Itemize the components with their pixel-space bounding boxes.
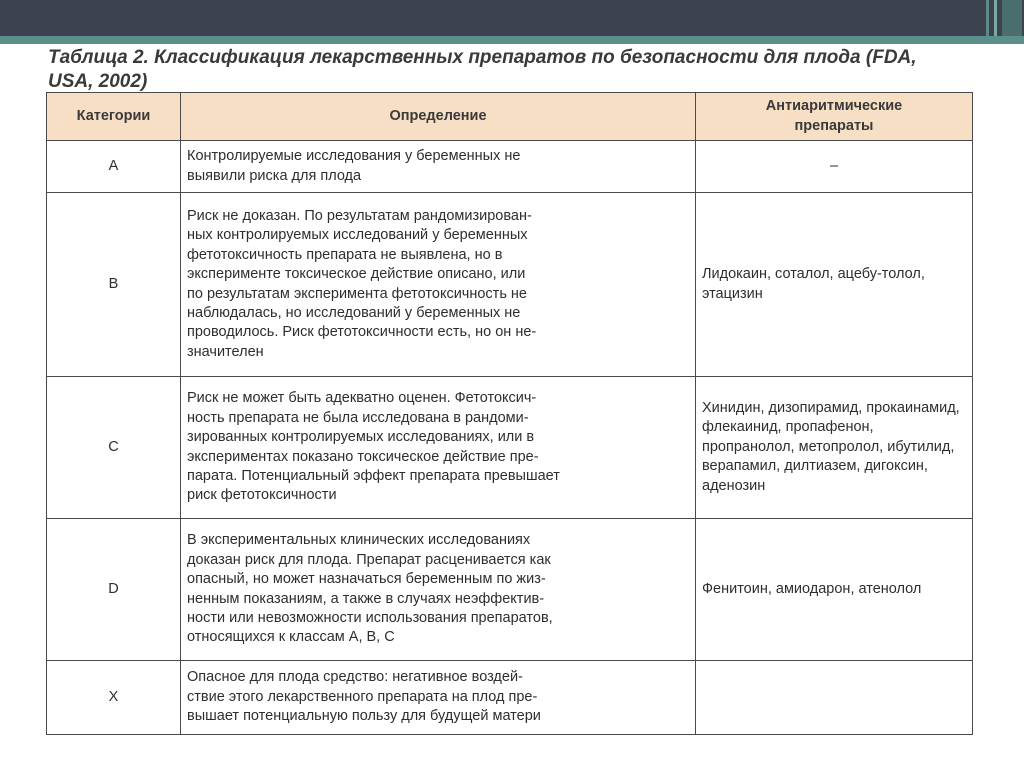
header-drugs: Антиаритмические препараты xyxy=(696,93,973,141)
definition-cell xyxy=(181,377,696,519)
header-row xyxy=(47,93,973,141)
table-row xyxy=(47,519,973,661)
definition-line: экспериментах показано токсическое действие пре- xyxy=(187,448,539,465)
definition-line: наблюдалась, но исследований у беременных не xyxy=(187,304,521,321)
definition-line: фетотоксичность препарата не выявлена, но в xyxy=(187,246,503,263)
table-row xyxy=(47,661,973,735)
definition-line: Опасное для плода средство: негативное воздей- xyxy=(187,669,523,686)
drugs-cell xyxy=(696,377,973,519)
drugs-cell xyxy=(696,661,973,735)
definition-line: эксперименте токсическое действие описано, или xyxy=(187,266,526,283)
header-definition: Определение xyxy=(181,93,696,141)
definition-line: ности или невозможности использования препаратов, xyxy=(187,609,553,626)
drugs-cell xyxy=(696,141,973,193)
definition-line: В экспериментальных клинических исследованиях xyxy=(187,532,531,549)
header-category: Категории xyxy=(47,93,181,141)
category-cell: B xyxy=(47,193,181,377)
definition-line: Контролируемые исследования у беременных не xyxy=(187,148,521,165)
definition-line: Риск не доказан. По результатам рандомизирован- xyxy=(187,207,532,224)
definition-line: ствие этого лекарственного препарата на плод пре- xyxy=(187,688,538,705)
category-cell: X xyxy=(47,661,181,735)
definition-cell xyxy=(181,519,696,661)
definition-line: парата. Потенциальный эффект препарата превышает xyxy=(187,467,560,484)
drugs-cell xyxy=(696,193,973,377)
table-row xyxy=(47,193,973,377)
definition-line: выявили риска для плода xyxy=(187,167,362,184)
definition-line: доказан риск для плода. Препарат расценивается как xyxy=(187,551,551,568)
definition-cell xyxy=(181,661,696,735)
definition-line: значителен xyxy=(187,343,264,360)
slide-content xyxy=(0,44,1024,767)
category-cell: D xyxy=(47,519,181,661)
definition-cell xyxy=(181,141,696,193)
table-body xyxy=(47,141,973,735)
definition-line: ненным показаниям, а также в случаях неэффектив- xyxy=(187,590,545,607)
definition-line: зированных контролируемых исследованиях, или в xyxy=(187,429,535,446)
definition-line: риск фетотоксичности xyxy=(187,487,337,504)
category-cell: C xyxy=(47,377,181,519)
definition-line: по результатам эксперимента фетотоксичность не xyxy=(187,285,527,302)
stripe xyxy=(1002,0,1022,36)
category-cell: A xyxy=(47,141,181,193)
definition-line: ность препарата не была исследована в рандоми- xyxy=(187,409,529,426)
definition-line: относящихся к классам A, B, C xyxy=(187,629,395,646)
drugs-text: Хинидин, дизопирамид, прокаинамид, флекаинид, пропафенон, пропранолол, метопролол, ибутилид, верапамил, дилтиазем, дигоксин, аденозин xyxy=(702,399,960,494)
title-bar xyxy=(0,0,1024,36)
drugs-text: – xyxy=(829,157,839,174)
table-row xyxy=(47,377,973,519)
drugs-text: Лидокаин, соталол, ацебу-толол, этацизин xyxy=(702,266,925,302)
definition-line: проводилось. Риск фетотоксичности есть, но он не- xyxy=(187,324,537,341)
definition-cell xyxy=(181,193,696,377)
definition-line: ных контролируемых исследований у беременных xyxy=(187,227,528,244)
drugs-cell xyxy=(696,519,973,661)
definition-line: опасный, но может назначаться беременным по жиз- xyxy=(187,571,546,588)
drugs-text: Фенитоин, амиодарон, атенолол xyxy=(702,580,922,597)
classification-table xyxy=(46,92,973,735)
definition-line: Риск не может быть адекватно оценен. Фетотоксич- xyxy=(187,390,537,407)
table-row xyxy=(47,141,973,193)
accent-line xyxy=(0,36,1024,44)
table-title: Таблица 2. Классификация лекарственных препаратов по безопасности для плода (FDA, USA, 2002) xyxy=(48,47,917,92)
definition-line: вышает потенциальную пользу для будущей матери xyxy=(187,708,541,725)
